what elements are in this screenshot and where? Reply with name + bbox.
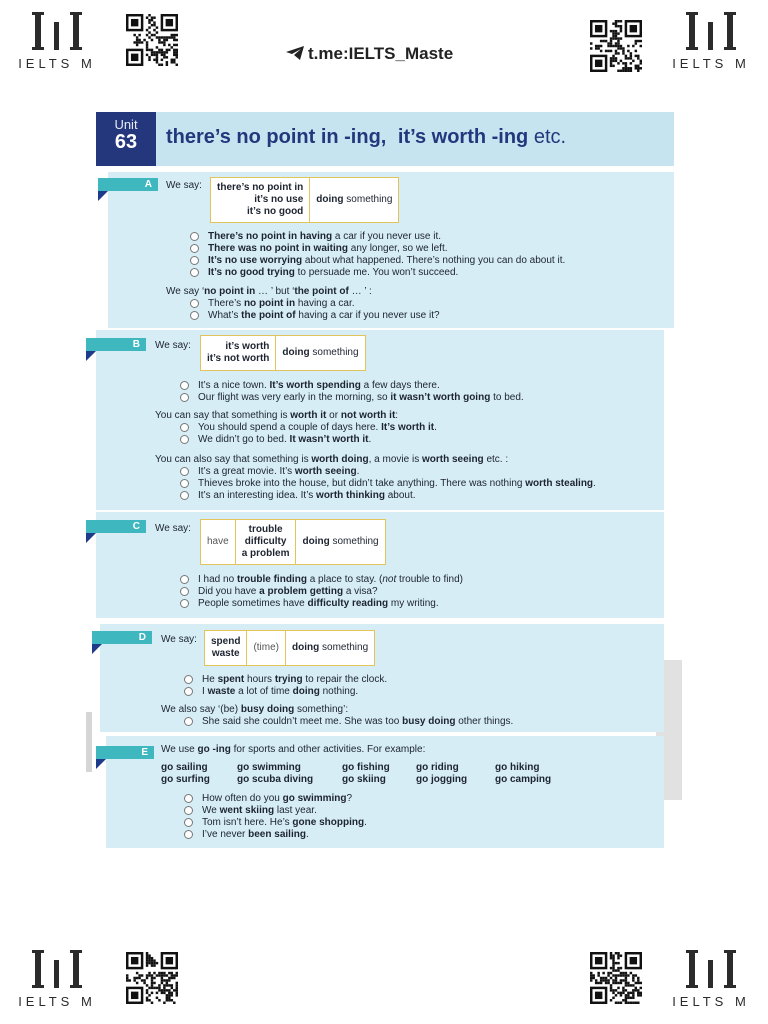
note-text: You can also say that something is worth doing, a movie is worth seeing etc. :: [155, 454, 509, 465]
example-text: I had no trouble finding a place to stay. (not trouble to find): [198, 574, 463, 585]
unit-header: [96, 112, 674, 166]
bullet-icon: [184, 717, 193, 726]
section-tab-e: E: [96, 746, 154, 759]
activity-item: go riding: [416, 762, 459, 773]
logo-text: IELTS M: [672, 56, 750, 71]
unit-title: there’s no point in -ing, it’s worth -ing etc.: [166, 126, 567, 148]
bullet-icon: [190, 299, 199, 308]
qr-code-icon: [590, 20, 642, 72]
example-text: We went skiing last year.: [202, 805, 317, 816]
example-text: He spent hours trying to repair the clock.: [202, 674, 388, 685]
activity-item: go fishing: [342, 762, 390, 773]
qr-code-icon: [590, 952, 642, 1004]
example-text: You should spend a couple of days here. It’s worth it.: [198, 422, 437, 433]
example-text: How often do you go swimming?: [202, 793, 353, 804]
bullet-icon: [190, 256, 199, 265]
example-text: People sometimes have difficulty reading my writing.: [198, 598, 439, 609]
activity-item: go sailing: [161, 762, 208, 773]
telegram-channel-link[interactable]: [286, 44, 486, 64]
example-text: There was no point in waiting any longer, so we left.: [208, 243, 448, 254]
example-text: She said she couldn’t meet me. She was too busy doing other things.: [202, 716, 514, 727]
section-tab-d: D: [92, 631, 152, 644]
activity-item: go jogging: [416, 774, 468, 785]
logo-text: IELTS M: [18, 56, 96, 71]
qr-code-icon: [126, 14, 178, 66]
example-text: I’ve never been sailing.: [202, 829, 309, 840]
note-text: We say ‘no point in … ’ but ‘the point of … ’ :: [166, 286, 372, 297]
note-text: We also say ‘(be) busy doing something’:: [161, 704, 349, 715]
ielts-logo-top-left: [12, 10, 102, 71]
intro-text: We use go -ing for sports and other activities. For example:: [161, 744, 426, 755]
we-say-label: We say:: [166, 180, 202, 191]
bullet-icon: [180, 393, 189, 402]
grammar-page: [96, 112, 674, 852]
example-text: It’s a great movie. It’s worth seeing.: [198, 466, 360, 477]
bullet-icon: [190, 232, 199, 241]
activity-item: go surfing: [161, 774, 210, 785]
logo-text: IELTS M: [18, 994, 96, 1009]
bullet-icon: [184, 687, 193, 696]
example-text: It’s an interesting idea. It’s worth thinking about.: [198, 490, 416, 501]
example-text: Tom isn’t here. He’s gone shopping.: [202, 817, 367, 828]
example-text: I waste a lot of time doing nothing.: [202, 686, 359, 697]
logo-text: IELTS M: [672, 994, 750, 1009]
we-say-label: We say:: [155, 523, 191, 534]
ielts-logo-bottom-left: [12, 948, 102, 1009]
ielts-logo-bottom-right: [666, 948, 756, 1009]
unit-label: Unit: [114, 117, 138, 132]
note-text: You can say that something is worth it or not worth it:: [155, 410, 399, 421]
bullet-icon: [180, 479, 189, 488]
bullet-icon: [180, 381, 189, 390]
bullet-icon: [180, 423, 189, 432]
channel-text: t.me:IELTS_Maste: [308, 44, 454, 63]
bullet-icon: [180, 599, 189, 608]
telegram-plane-icon: [286, 46, 304, 60]
bullet-icon: [180, 435, 189, 444]
bullet-icon: [190, 311, 199, 320]
activity-item: go camping: [495, 774, 552, 785]
pattern-table-b: it’s worth it’s not worth doing something: [200, 335, 366, 371]
pattern-table-a: there’s no point in it’s no use it’s no good doing something: [210, 177, 399, 223]
activity-item: go hiking: [495, 762, 540, 773]
bullet-icon: [184, 675, 193, 684]
bullet-icon: [180, 491, 189, 500]
we-say-label: We say:: [161, 634, 197, 645]
activity-item: go skiing: [342, 774, 386, 785]
pattern-table-c: have trouble difficulty a problem doing something: [200, 519, 386, 565]
section-tab-a: A: [98, 178, 158, 191]
example-text: It’s no good trying to persuade me. You won’t succeed.: [208, 267, 459, 278]
example-text: We didn’t go to bed. It wasn’t worth it.: [198, 434, 372, 445]
bullet-icon: [184, 818, 193, 827]
bullet-icon: [180, 467, 189, 476]
section-tab-b: B: [86, 338, 146, 351]
example-text: There’s no point in having a car if you never use it.: [208, 231, 442, 242]
example-text: It’s no use worrying about what happened. There’s nothing you can do about it.: [208, 255, 566, 266]
example-text: Our flight was very early in the morning, so it wasn’t worth going to bed.: [198, 392, 524, 403]
bullet-icon: [190, 268, 199, 277]
bullet-icon: [184, 806, 193, 815]
unit-number-box: [96, 112, 156, 166]
bullet-icon: [184, 794, 193, 803]
scan-shadow: [86, 712, 92, 772]
qr-code-icon: [126, 952, 178, 1004]
example-text: It’s a nice town. It’s worth spending a few days there.: [198, 380, 440, 391]
we-say-label: We say:: [155, 340, 191, 351]
bullet-icon: [180, 575, 189, 584]
bullet-icon: [180, 587, 189, 596]
activity-item: go scuba diving: [237, 774, 314, 785]
ielts-logo-top-right: [666, 10, 756, 71]
pattern-table-d: spend waste (time) doing something: [204, 630, 375, 666]
bullet-icon: [184, 830, 193, 839]
bullet-icon: [190, 244, 199, 253]
example-text: Did you have a problem getting a visa?: [198, 586, 378, 597]
activity-item: go swimming: [237, 762, 301, 773]
example-text: What’s the point of having a car if you never use it?: [208, 310, 440, 321]
example-text: Thieves broke into the house, but didn’t take anything. There was nothing worth stealing.: [198, 478, 596, 489]
section-tab-c: C: [86, 520, 146, 533]
unit-number: 63: [114, 131, 138, 153]
example-text: There’s no point in having a car.: [208, 298, 355, 309]
